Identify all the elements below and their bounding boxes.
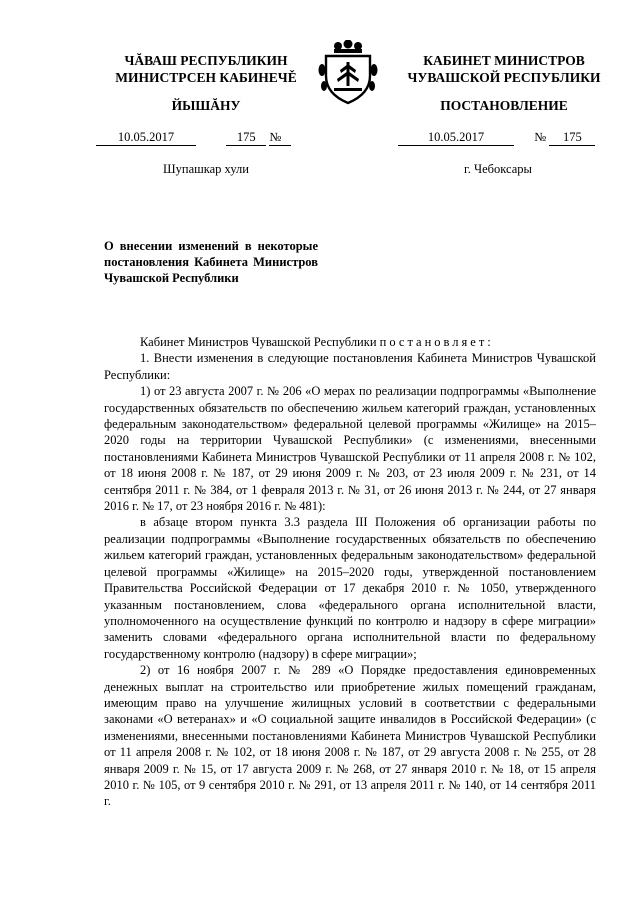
header-right-line2: ЧУВАШСКОЙ РЕСПУБЛИКИ — [407, 70, 601, 85]
intro-start: Кабинет Министров Чувашской Республики — [140, 335, 380, 349]
intro-decree-word: постановляет — [379, 335, 488, 349]
left-date: 10.05.2017 — [96, 130, 196, 146]
header-left-doc-type: ЙЫШĂНУ — [171, 98, 241, 113]
left-number: 175 — [226, 130, 266, 146]
header-right-line1: КАБИНЕТ МИНИСТРОВ — [423, 53, 585, 68]
document-body — [104, 334, 596, 810]
right-place: г. Чебоксары — [464, 162, 532, 176]
intro-end: : — [487, 335, 491, 349]
header-left-line1: ЧĂВАШ РЕСПУБЛИКИН — [124, 53, 288, 68]
header-right-title — [385, 52, 623, 86]
header-left-line2: МИНИСТРСЕН КАБИНЕЧĚ — [115, 70, 297, 85]
document-subject: О внесении изменений в некоторые постановления Кабинета Министров Чувашской Республики — [104, 239, 318, 285]
right-date-number-row — [398, 130, 595, 146]
body-paragraph: в абзаце втором пункта 3.3 раздела III Положения об организации работы по реализации подпрограммы «Выполнение государственных обязательств по обеспечению жильем категорий граждан, установленных федеральным законодательством» федеральной целевой программы «Жилище» на 2015–2020 годы, утвержденной постановлением Правительства Российской Федерации от 17 декабря 2010 г. № 1050, утвержденного указанным постановлением, слова «федерального органа исполнительной власти, уполномоченного на осуществление функций по контролю и надзору в сфере миграции» заменить словами «федерального органа исполнительной власти по федеральному государственному контролю (надзору) в сфере миграции»; — [104, 515, 596, 661]
right-number-sign: № — [534, 130, 547, 144]
body-paragraph: 1. Внести изменения в следующие постановления Кабинета Министров Чувашской Республики: — [104, 351, 596, 382]
chuvash-emblem-icon — [318, 40, 378, 106]
right-number: 175 — [549, 130, 595, 146]
right-date: 10.05.2017 — [398, 130, 514, 146]
left-date-number-row — [96, 130, 291, 146]
body-paragraph: 2) от 16 ноября 2007 г. № 289 «О Порядке предоставления единовременных денежных выплат на строительство или приобретение жилых помещений гражданам, имеющим право на улучшение жилищных условий в соответствии с федеральными законами «О ветеранах» и «О социальной защите инвалидов в Российской Федерации» (с изменениями, внесенными постановлениями Кабинета Министров Чувашской Республики от 11 апреля 2008 г. № 102, от 18 июня 2008 г. № 187, от 29 августа 2008 г. № 255, от 28 января 2009 г. № 15, от 17 августа 2009 г. № 268, от 27 января 2010 г. № 18, от 15 апреля 2010 г. № 105, от 9 сентября 2010 г. № 291, от 13 апреля 2011 г. № 140, от 14 сентября 2011 г. — [104, 663, 596, 809]
header-left-title — [96, 52, 316, 86]
intro-paragraph — [104, 334, 596, 350]
body-paragraph: 1) от 23 августа 2007 г. № 206 «О мерах по реализации подпрограммы «Выполнение государственных обязательств по обеспечению жильем категорий граждан, установленных федеральным законодательством» федеральной целевой программы «Жилище» на 2015–2020 годы на территории Чувашской Республики» (с изменениями, внесенными постановлениями Кабинета Министров Чувашской Республики от 11 апреля 2008 г. № 102, от 18 июня 2008 г. № 187, от 29 июня 2009 г. № 203, от 23 июля 2009 г. № 231, от 14 сентября 2011 г. № 384, от 1 февраля 2013 г. № 31, от 26 июня 2013 г. № 244, от 27 января 2016 г. № 17, от 23 ноября 2016 г. № 481): — [104, 384, 596, 514]
header-right-doc-type: ПОСТАНОВЛЕНИЕ — [440, 98, 568, 113]
left-place: Шупашкар хули — [163, 162, 249, 176]
left-number-sign: № — [269, 130, 291, 146]
